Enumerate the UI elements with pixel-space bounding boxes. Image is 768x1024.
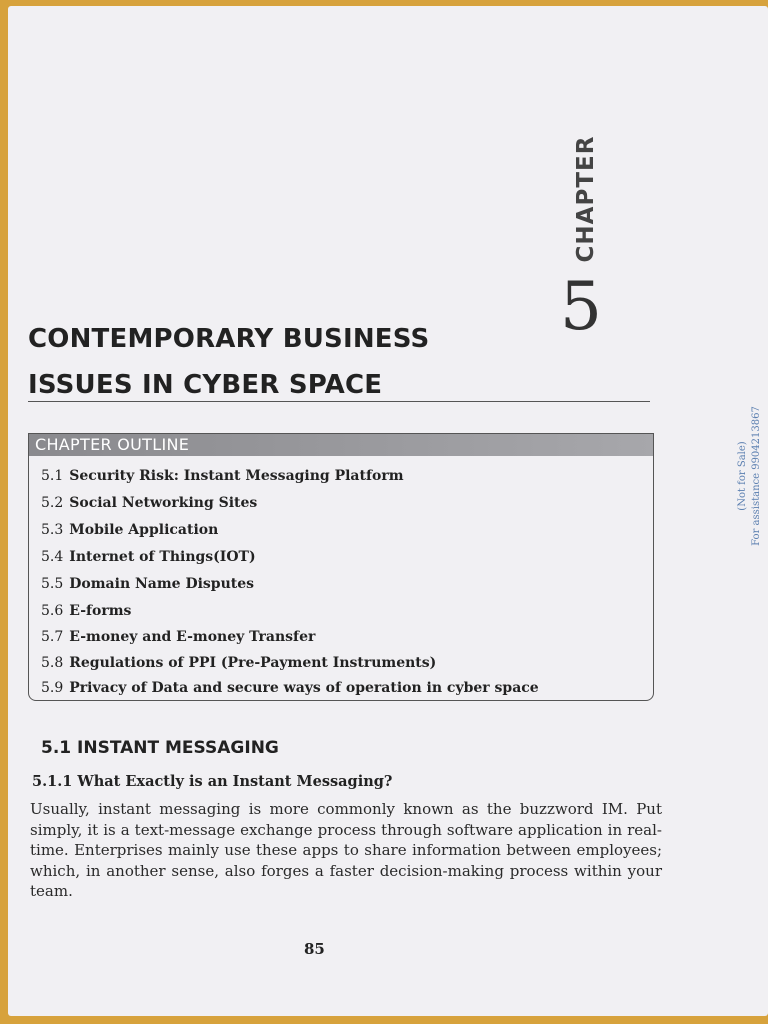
outline-item-number: 5.4 [41,549,64,565]
outline-item [41,655,436,671]
outline-item-text: Privacy of Data and secure ways of operation in cyber space [69,680,539,696]
body-paragraph: Usually, instant messaging is more commonly known as the buzzword IM. Put simply, it is a text-message exchange process through software application in real-time. Enterprises mainly use these apps to share information between employees; which, in another sense, also forges a faster decision-making process within your team. [30,800,662,900]
outline-item [41,680,539,696]
outline-item [41,522,218,538]
outline-item-number: 5.2 [41,495,64,511]
outline-item [41,468,404,484]
outline-item-number: 5.6 [41,603,64,619]
outline-item-text: Internet of Things(IOT) [69,549,256,565]
page-number: 85 [304,940,325,958]
outline-item-text: Domain Name Disputes [69,576,255,592]
outline-item-number: 5.3 [41,522,64,538]
outline-item [41,549,256,565]
outline-item-text: E-money and E-money Transfer [69,629,316,645]
outline-item-text: Social Networking Sites [69,495,258,511]
subsection-heading: 5.1.1 What Exactly is an Instant Messaging? [32,773,393,790]
outline-item-text: Regulations of PPI (Pre-Payment Instruments) [69,655,437,671]
outline-item-number: 5.9 [41,680,64,696]
side-stamp [730,366,768,586]
outline-item-number: 5.7 [41,629,64,645]
outline-item-text: Mobile Application [69,522,219,538]
title-divider [28,401,650,402]
chapter-outline-box [28,433,654,701]
side-stamp-line-1: (Not for Sale) [737,441,748,511]
outline-item [41,629,315,645]
book-page [8,6,768,1016]
section-heading: 5.1 INSTANT MESSAGING [41,738,279,758]
chapter-outline-heading: CHAPTER OUTLINE [35,435,190,454]
chapter-label [556,134,616,264]
outline-item-number: 5.5 [41,576,64,592]
chapter-title [28,316,429,408]
outline-item [41,495,257,511]
side-stamp-line-2: For assistance 9904213867 [751,406,762,546]
chapter-title-line-1: CONTEMPORARY BUSINESS [28,324,430,354]
outline-item-text: E-forms [69,603,132,619]
chapter-outline-header [29,434,653,456]
outline-item [41,603,131,619]
outline-item-number: 5.1 [41,468,64,484]
chapter-number: 5 [560,268,602,345]
chapter-label-text: CHAPTER [573,135,599,263]
outline-item [41,576,254,592]
chapter-title-line-2: ISSUES IN CYBER SPACE [28,370,383,400]
outline-item-number: 5.8 [41,655,64,671]
outline-item-text: Security Risk: Instant Messaging Platform [69,468,404,484]
